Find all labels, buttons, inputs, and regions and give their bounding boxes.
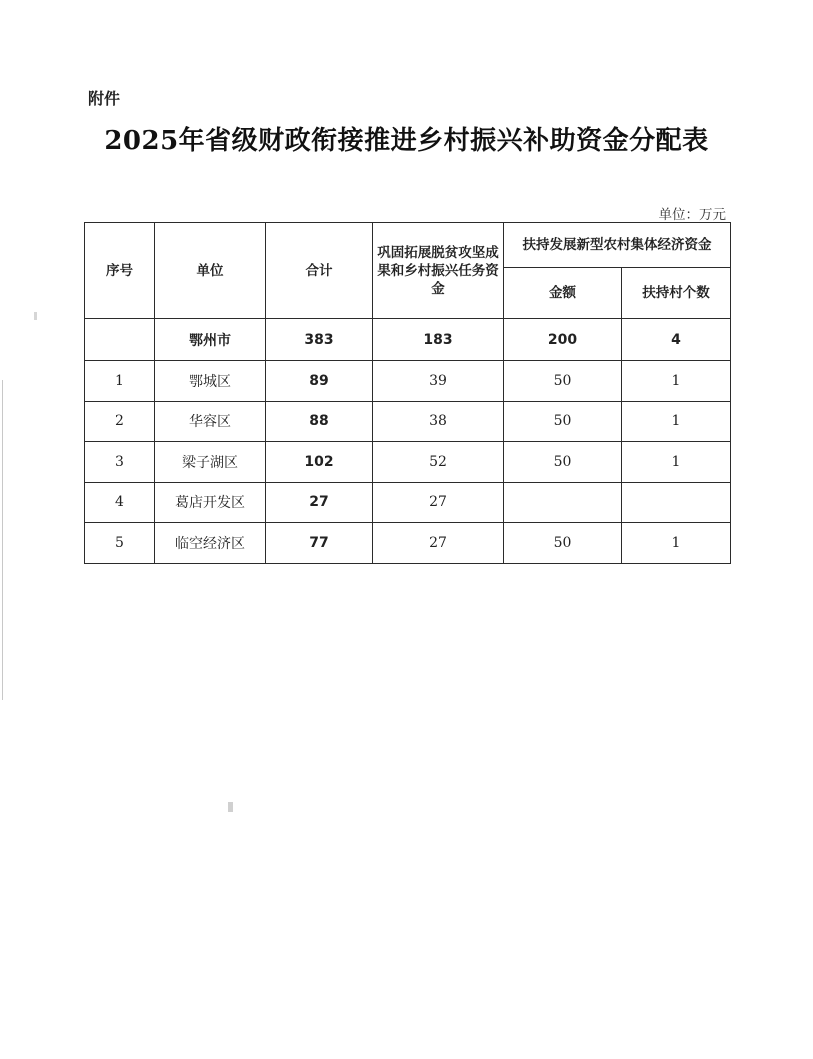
row-seq: 3	[85, 442, 155, 483]
total-amount: 200	[504, 319, 622, 361]
table-row	[85, 442, 731, 483]
scan-artifact	[2, 380, 3, 700]
column-header-total: 合计	[266, 223, 373, 319]
attachment-label: 附件	[88, 89, 121, 108]
row-village-count: 1	[622, 401, 731, 442]
scan-artifact	[34, 312, 37, 320]
table-row	[85, 361, 731, 402]
row-consolidate: 39	[373, 361, 504, 402]
page-title: 2025年省级财政衔接推进乡村振兴补助资金分配表	[104, 126, 709, 156]
table-row	[85, 482, 731, 523]
total-total: 383	[266, 319, 373, 361]
row-unit: 梁子湖区	[155, 442, 266, 483]
row-amount: 50	[504, 442, 622, 483]
allocation-table	[84, 222, 731, 564]
unit-label: 单位：万元	[658, 207, 726, 223]
row-amount: 50	[504, 523, 622, 564]
row-consolidate: 38	[373, 401, 504, 442]
column-header-village-count: 扶持村个数	[622, 268, 731, 319]
scan-artifact	[228, 802, 233, 812]
row-total: 77	[266, 523, 373, 564]
row-seq: 4	[85, 482, 155, 523]
column-header-amount: 金额	[504, 268, 622, 319]
table-row	[85, 401, 731, 442]
table-header-row	[85, 223, 731, 268]
row-total: 102	[266, 442, 373, 483]
column-header-seq: 序号	[85, 223, 155, 319]
row-consolidate: 27	[373, 482, 504, 523]
row-consolidate: 27	[373, 523, 504, 564]
row-village-count: 1	[622, 523, 731, 564]
column-header-unit: 单位	[155, 223, 266, 319]
row-seq: 2	[85, 401, 155, 442]
row-unit: 华容区	[155, 401, 266, 442]
row-unit: 葛店开发区	[155, 482, 266, 523]
row-seq: 1	[85, 361, 155, 402]
total-seq	[85, 319, 155, 361]
row-unit: 临空经济区	[155, 523, 266, 564]
row-village-count	[622, 482, 731, 523]
column-header-consolidate: 巩固拓展脱贫攻坚成果和乡村振兴任务资金	[373, 223, 504, 319]
row-seq: 5	[85, 523, 155, 564]
column-header-collective-group: 扶持发展新型农村集体经济资金	[504, 223, 731, 268]
total-unit: 鄂州市	[155, 319, 266, 361]
row-unit: 鄂城区	[155, 361, 266, 402]
total-consolidate: 183	[373, 319, 504, 361]
row-consolidate: 52	[373, 442, 504, 483]
table-row	[85, 523, 731, 564]
row-amount: 50	[504, 361, 622, 402]
row-amount	[504, 482, 622, 523]
row-village-count: 1	[622, 442, 731, 483]
table-total-row	[85, 319, 731, 361]
total-village-count: 4	[622, 319, 731, 361]
row-village-count: 1	[622, 361, 731, 402]
row-total: 88	[266, 401, 373, 442]
row-amount: 50	[504, 401, 622, 442]
row-total: 89	[266, 361, 373, 402]
row-total: 27	[266, 482, 373, 523]
